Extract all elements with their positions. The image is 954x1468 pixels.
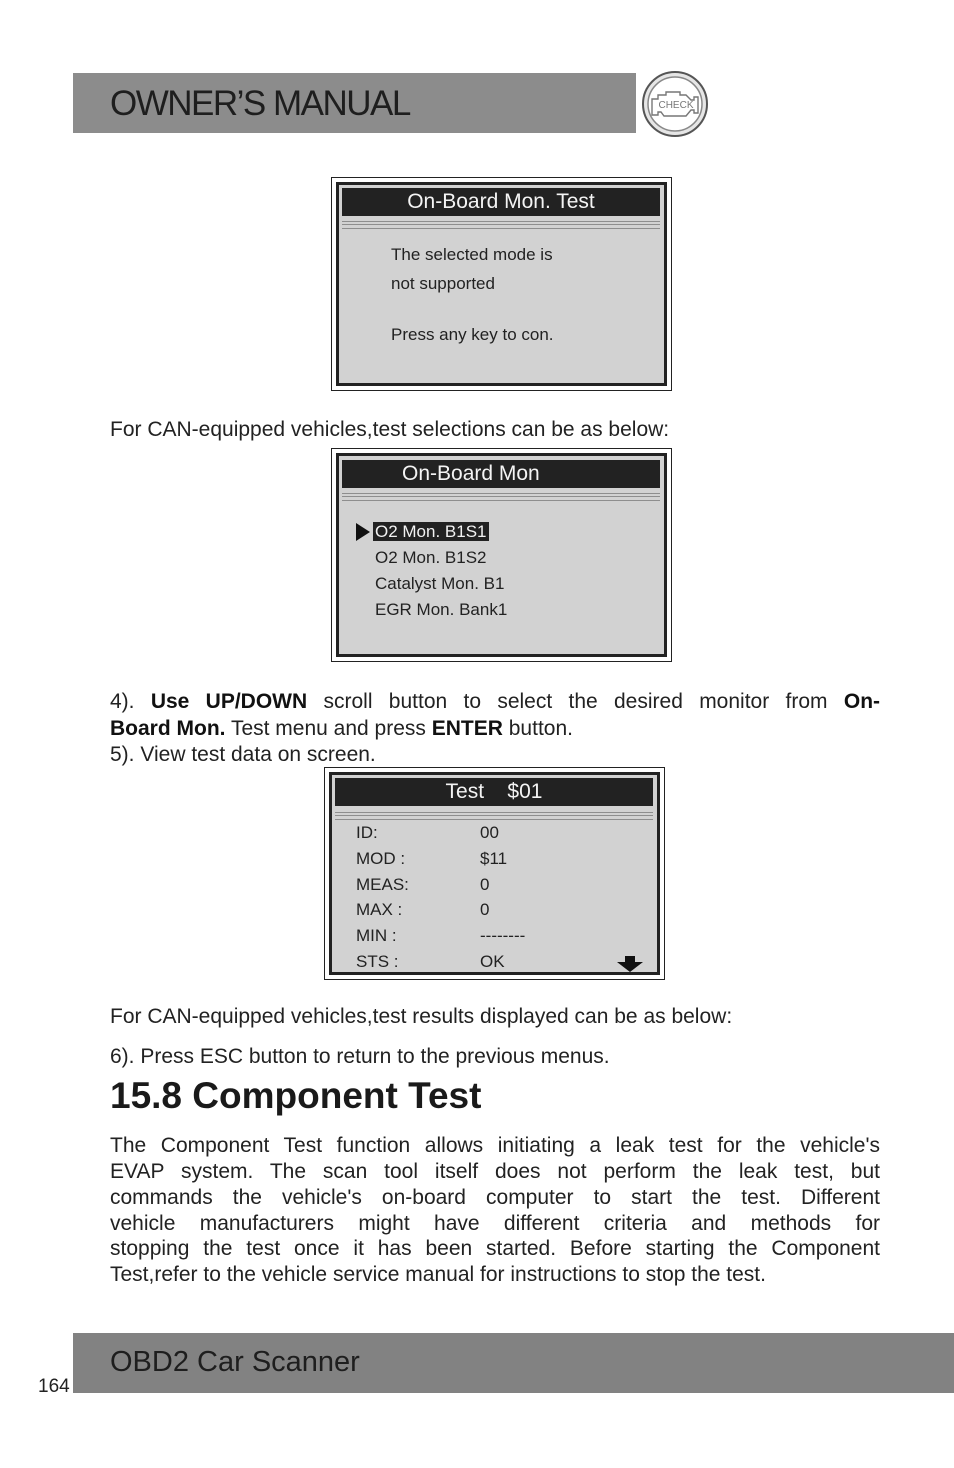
screen-monitor-menu [331,448,672,662]
scroll-down-arrow-icon[interactable] [616,955,644,973]
menu-item-o2-b1s2[interactable]: O2 Mon. B1S2 [375,548,487,567]
row-value-sts: OK [480,952,505,971]
row-value-id: 00 [480,823,499,842]
row-value-mod: $11 [480,849,508,868]
section-heading: 15.8 Component Test [110,1075,482,1116]
menu-item-catalyst-b1[interactable]: Catalyst Mon. B1 [375,574,505,593]
check-icon-label: CHECK [658,100,694,111]
screen1-line2: not supported [391,274,495,293]
step5: 5). View test data on screen. [110,743,376,766]
paragraph-line-6: Test,refer to the vehicle service manual for instructions to stop the test. [110,1263,766,1286]
paragraph-line-5: stopping the test once it has been started. Before starting the Component [110,1237,880,1260]
screen2-title: On-Board Mon [342,460,660,488]
paragraph-line-3: commands the vehicle's on-board computer to start the test. Different [110,1186,880,1209]
paragraph-line-4: vehicle manufacturers might have different criteria and methods for [110,1212,880,1235]
row-label-meas: MEAS: [356,875,409,894]
row-label-mod: MOD : [356,849,406,868]
screen3-divider [335,812,653,820]
row-value-max: 0 [480,900,490,919]
menu-item-o2-b1s1[interactable]: O2 Mon. B1S1 [375,522,487,541]
row-label-id: ID: [356,823,378,842]
paragraph-line-1: The Component Test function allows initiating a leak test for the vehicle's [110,1134,880,1157]
screen1-title: On-Board Mon. Test [342,188,660,216]
selection-arrow-icon [355,522,371,542]
check-engine-icon [641,70,709,138]
row-value-meas: 0 [480,875,490,894]
row-label-max: MAX : [356,900,403,919]
row-label-min: MIN : [356,926,397,945]
manual-title: OWNER’S MANUAL [110,84,410,123]
screen3-title: Test $01 [335,778,653,806]
screen1-line3: Press any key to con. [391,325,554,344]
screen2-divider [342,493,660,501]
row-value-min: -------- [480,926,526,945]
menu-item-egr-bank1[interactable]: EGR Mon. Bank1 [375,600,508,619]
row-label-sts: STS : [356,952,399,971]
screen-test-data [324,767,665,980]
footer-title: OBD2 Car Scanner [110,1346,360,1378]
screen1-line1: The selected mode is [391,245,553,264]
step4-line1: 4). Use UP/DOWN scroll button to select the desired monitor from On- [110,690,881,713]
step4-line2: Board Mon. Test menu and press ENTER button. [110,717,573,740]
step6: 6). Press ESC button to return to the previous menus. [110,1045,610,1068]
paragraph-line-2: EVAP system. The scan tool itself does not perform the leak test, but [110,1160,880,1183]
caption-test-selections: For CAN-equipped vehicles,test selections can be as below: [110,418,670,441]
caption-test-results: For CAN-equipped vehicles,test results displayed can be as below: [110,1005,733,1028]
screen-not-supported [331,177,672,391]
page-number: 164 [38,1376,70,1397]
screen1-divider [342,221,660,229]
